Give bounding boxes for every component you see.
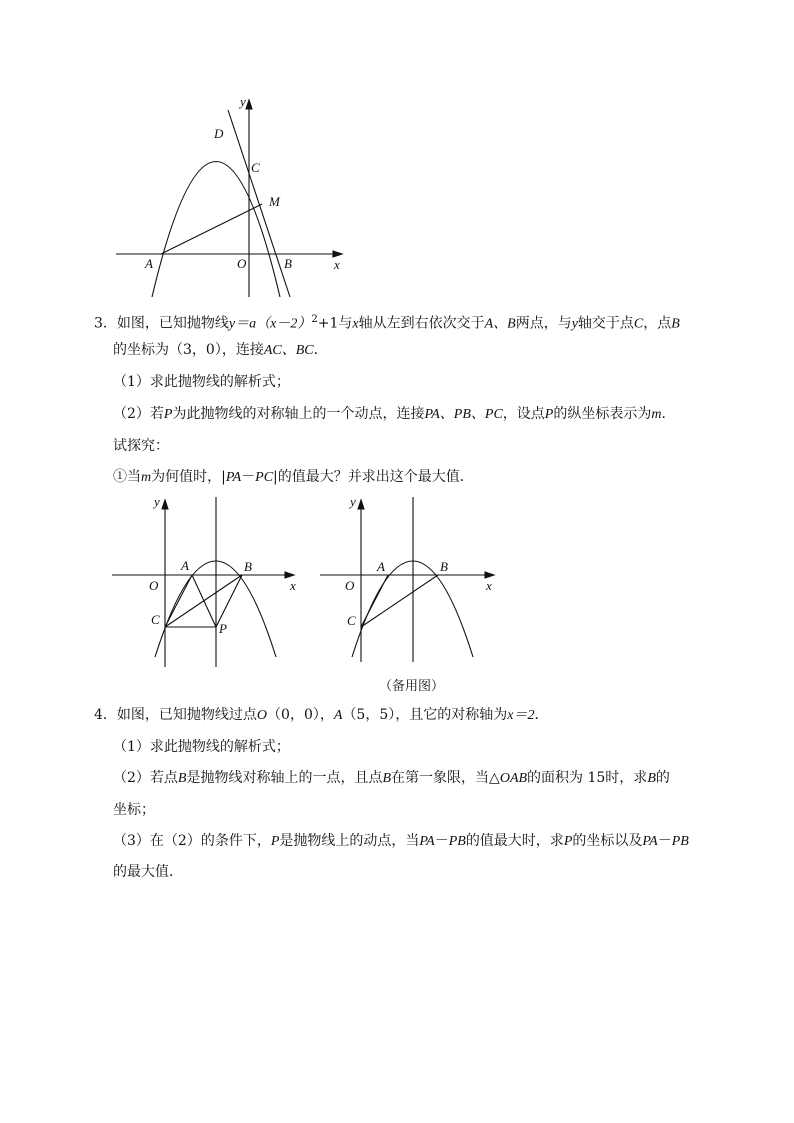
q3-var: A、B bbox=[484, 316, 516, 332]
label-c: C bbox=[347, 613, 356, 628]
q3-text: 的坐标为（3，0），连接 bbox=[113, 342, 264, 358]
q4-text: 的面积为 15时，求 bbox=[527, 770, 648, 786]
label-b: B bbox=[244, 559, 252, 574]
q3-var: P bbox=[544, 407, 554, 422]
label-c: C bbox=[251, 160, 260, 175]
q4-text: － bbox=[657, 833, 672, 849]
q3-text: 两点，与 bbox=[515, 315, 572, 332]
q3-text: 的纵坐标表示为 bbox=[553, 406, 652, 422]
q3-text: ． bbox=[661, 406, 676, 422]
segment-ap bbox=[192, 575, 216, 627]
q3-text: ，设点 bbox=[502, 406, 545, 422]
parabola bbox=[152, 162, 280, 298]
q4-part-1-text: （1）求此抛物线的解析式； bbox=[113, 739, 290, 755]
label-o: O bbox=[237, 256, 247, 271]
q4-text: 是抛物线上的动点，当 bbox=[279, 833, 420, 849]
label-a: A bbox=[181, 558, 189, 573]
q4-text: （5，5），且它的对称轴为 bbox=[342, 707, 508, 723]
q3-part-1 bbox=[113, 372, 290, 392]
label-x: x bbox=[486, 578, 492, 593]
label-d: D bbox=[214, 126, 224, 141]
q4-text: 的最大值． bbox=[113, 864, 183, 880]
q3-var: AC、BC bbox=[263, 343, 314, 358]
q3-text: |的值最大？并求出这个最大值． bbox=[273, 469, 474, 485]
label-p: P bbox=[219, 621, 227, 636]
segment-bp bbox=[216, 575, 242, 627]
q3-text: 为何值时，| bbox=[151, 469, 226, 485]
q3-text: +1与 bbox=[317, 315, 353, 332]
q3-text: ． bbox=[313, 342, 328, 358]
label-o: O bbox=[345, 578, 355, 593]
q4-var: A bbox=[333, 708, 343, 723]
q4-var: B bbox=[382, 771, 392, 786]
label-b: B bbox=[440, 559, 448, 574]
q3-text: 如图，已知抛物线 bbox=[116, 315, 229, 332]
q4-text: （3）在（2）的条件下， bbox=[113, 833, 271, 849]
q4-text: 如图，已知抛物线过点 bbox=[116, 707, 257, 723]
q4-text: ． bbox=[534, 707, 549, 723]
figure-caption: （备用图） bbox=[379, 679, 445, 694]
q3-var: P bbox=[163, 407, 173, 422]
label-b: B bbox=[284, 256, 292, 271]
q4-text: （2）若点 bbox=[113, 770, 178, 786]
q4-text: 的值最大时，求 bbox=[465, 833, 564, 849]
q4-part-3-cont bbox=[113, 862, 183, 882]
segment-ca bbox=[165, 575, 192, 627]
label-y: y bbox=[240, 94, 246, 109]
q4-var: PB bbox=[448, 834, 466, 849]
q3-text: 轴从左到右依次交于 bbox=[358, 315, 485, 332]
q4-part-1 bbox=[113, 737, 290, 757]
q3-text: － bbox=[241, 469, 256, 485]
q3-var: y bbox=[571, 316, 578, 332]
q3-line-1 bbox=[94, 310, 680, 335]
q4-text: 的 bbox=[655, 770, 670, 786]
q4-text: 是抛物线对称轴上的一点，且点 bbox=[186, 770, 383, 786]
q4-line-1 bbox=[94, 705, 548, 726]
q4-text: 在第一象限，当△ bbox=[391, 770, 500, 786]
q3-var: x bbox=[352, 316, 359, 332]
q3-text: （2）若 bbox=[113, 406, 164, 422]
q4-var: B bbox=[177, 771, 187, 786]
q3-item-1 bbox=[113, 467, 474, 488]
q3-number: 3． bbox=[94, 315, 117, 332]
q3-var: m bbox=[141, 470, 152, 485]
q4-var: PA bbox=[419, 834, 435, 849]
q4-part-2 bbox=[113, 768, 670, 789]
q4-var: P bbox=[270, 834, 280, 849]
q3-explore-text: 试探究： bbox=[113, 438, 169, 454]
q3-text: ，点 bbox=[643, 315, 672, 332]
segment-cb bbox=[361, 575, 438, 627]
label-y: y bbox=[350, 494, 356, 509]
label-x: x bbox=[334, 257, 340, 272]
q3-var: PA、PB、PC bbox=[424, 407, 503, 422]
q3-var: m bbox=[651, 407, 662, 422]
q3-var: PC bbox=[255, 470, 274, 485]
q4-text: （0，0）， bbox=[267, 707, 334, 723]
q3-var: PA bbox=[225, 470, 242, 485]
q4-text: － bbox=[434, 833, 449, 849]
q3-var: B bbox=[671, 316, 680, 332]
figure-parabola-pabc bbox=[108, 492, 308, 667]
q3-part-2 bbox=[113, 404, 675, 425]
figure-parabola-dcm bbox=[110, 92, 360, 302]
q4-var: PA bbox=[642, 834, 658, 849]
q3-text: ①当 bbox=[113, 469, 141, 485]
q4-part-2-cont bbox=[113, 800, 155, 820]
q3-line-2 bbox=[113, 340, 328, 361]
label-o: O bbox=[149, 578, 159, 593]
q3-explore bbox=[113, 436, 169, 456]
q4-var: P bbox=[563, 834, 573, 849]
q3-exponent: 2 bbox=[311, 314, 318, 325]
segment-am bbox=[161, 204, 262, 254]
q4-text: 的坐标以及 bbox=[572, 833, 643, 849]
figure-parabola-backup bbox=[312, 492, 502, 667]
label-a: A bbox=[377, 559, 385, 574]
label-x: x bbox=[290, 578, 296, 593]
q3-part-1-text: （1）求此抛物线的解析式； bbox=[113, 374, 290, 390]
label-c: C bbox=[151, 612, 160, 627]
segment-ca bbox=[361, 575, 388, 627]
label-y: y bbox=[154, 494, 160, 509]
q3-text: 轴交于点 bbox=[577, 315, 634, 332]
q3-var: C bbox=[633, 316, 644, 332]
q3-text: 为此抛物线的对称轴上的一个动点，连接 bbox=[172, 406, 425, 422]
q4-formula: x＝2 bbox=[507, 708, 535, 723]
label-m: M bbox=[269, 194, 280, 209]
q4-text: 坐标； bbox=[113, 802, 155, 818]
label-a: A bbox=[145, 256, 153, 271]
q3-formula: y＝a（x－2） bbox=[228, 316, 312, 332]
q4-var: OAB bbox=[499, 771, 528, 786]
q4-part-3 bbox=[113, 831, 689, 852]
q4-var: O bbox=[256, 708, 268, 723]
q4-var: PB bbox=[671, 834, 689, 849]
q4-var: B bbox=[647, 771, 656, 786]
q4-number: 4． bbox=[94, 707, 117, 723]
